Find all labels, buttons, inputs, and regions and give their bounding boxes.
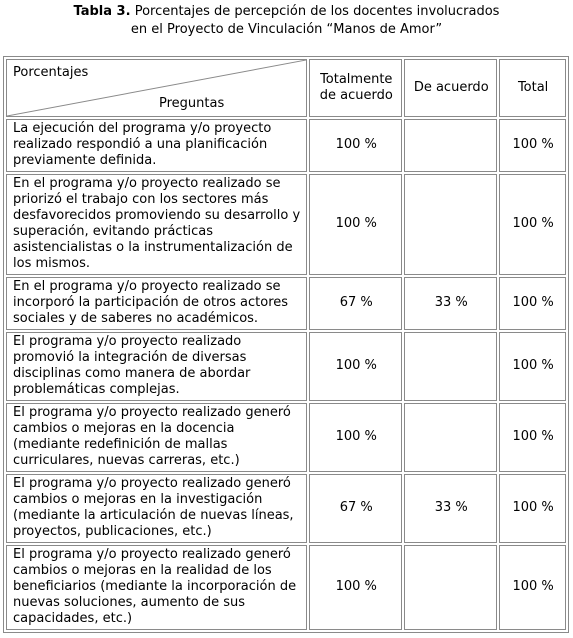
- totalmente-cell: 67 %: [309, 277, 402, 330]
- de-acuerdo-cell: [404, 119, 497, 172]
- question-cell: El programa y/o proyecto realizado generó cambios o mejoras en la investigación (mediante la articulación de nuevas líneas, proyectos, publicaciones, etc.): [6, 474, 307, 543]
- de-acuerdo-cell: [404, 174, 497, 275]
- total-cell: 100 %: [499, 545, 566, 630]
- table-row: [6, 474, 566, 543]
- de-acuerdo-cell: 33 %: [404, 474, 497, 543]
- table-container: [3, 56, 569, 633]
- perception-table: [3, 56, 569, 633]
- table-row: [6, 277, 566, 330]
- header-total: Total: [499, 59, 566, 117]
- de-acuerdo-cell: [404, 545, 497, 630]
- totalmente-cell: 100 %: [309, 174, 402, 275]
- totalmente-cell: 100 %: [309, 119, 402, 172]
- question-cell: El programa y/o proyecto realizado promovió la integración de diversas disciplinas como manera de abordar problemáticas complejas.: [6, 332, 307, 401]
- totalmente-cell: 100 %: [309, 545, 402, 630]
- caption-label: Tabla 3.: [73, 4, 131, 19]
- totalmente-cell: 100 %: [309, 403, 402, 472]
- total-cell: 100 %: [499, 332, 566, 401]
- question-cell: En el programa y/o proyecto realizado se incorporó la participación de otros actores sociales y de saberes no académicos.: [6, 277, 307, 330]
- total-cell: 100 %: [499, 277, 566, 330]
- corner-label-porcentajes: Porcentajes: [13, 65, 89, 80]
- header-totalmente-de-acuerdo: Totalmente de acuerdo: [309, 59, 402, 117]
- question-cell: El programa y/o proyecto realizado generó cambios o mejoras en la realidad de los beneficiarios (mediante la incorporación de nuevas soluciones, aumento de sus capacidades, etc.): [6, 545, 307, 630]
- total-cell: 100 %: [499, 174, 566, 275]
- total-cell: 100 %: [499, 403, 566, 472]
- caption-title-part-1: Porcentajes de percepción de los docentes involucrados: [134, 4, 500, 19]
- table-row: [6, 332, 566, 401]
- table-header-row: [6, 59, 566, 117]
- caption-line-1: [0, 3, 573, 21]
- total-cell: 100 %: [499, 119, 566, 172]
- table-row: [6, 403, 566, 472]
- header-de-acuerdo: De acuerdo: [404, 59, 497, 117]
- table-row: [6, 174, 566, 275]
- question-cell: El programa y/o proyecto realizado generó cambios o mejoras en la docencia (mediante redefinición de mallas curriculares, nuevas carreras, etc.): [6, 403, 307, 472]
- question-cell: En el programa y/o proyecto realizado se priorizó el trabajo con los sectores más desfavorecidos promoviendo su desarrollo y superación, evitando prácticas asistencialistas o la instrumentalización de los mismos.: [6, 174, 307, 275]
- total-cell: 100 %: [499, 474, 566, 543]
- caption-title-part-2: en el Proyecto de Vinculación “Manos de Amor”: [130, 22, 443, 37]
- de-acuerdo-cell: 33 %: [404, 277, 497, 330]
- table-caption: [0, 3, 573, 39]
- corner-label-preguntas: Preguntas: [159, 96, 225, 111]
- totalmente-cell: 100 %: [309, 332, 402, 401]
- totalmente-cell: 67 %: [309, 474, 402, 543]
- de-acuerdo-cell: [404, 332, 497, 401]
- table-row: [6, 545, 566, 630]
- table-row: [6, 119, 566, 172]
- corner-header-cell: [6, 59, 307, 117]
- question-cell: La ejecución del programa y/o proyecto realizado respondió a una planificación previamente definida.: [6, 119, 307, 172]
- de-acuerdo-cell: [404, 403, 497, 472]
